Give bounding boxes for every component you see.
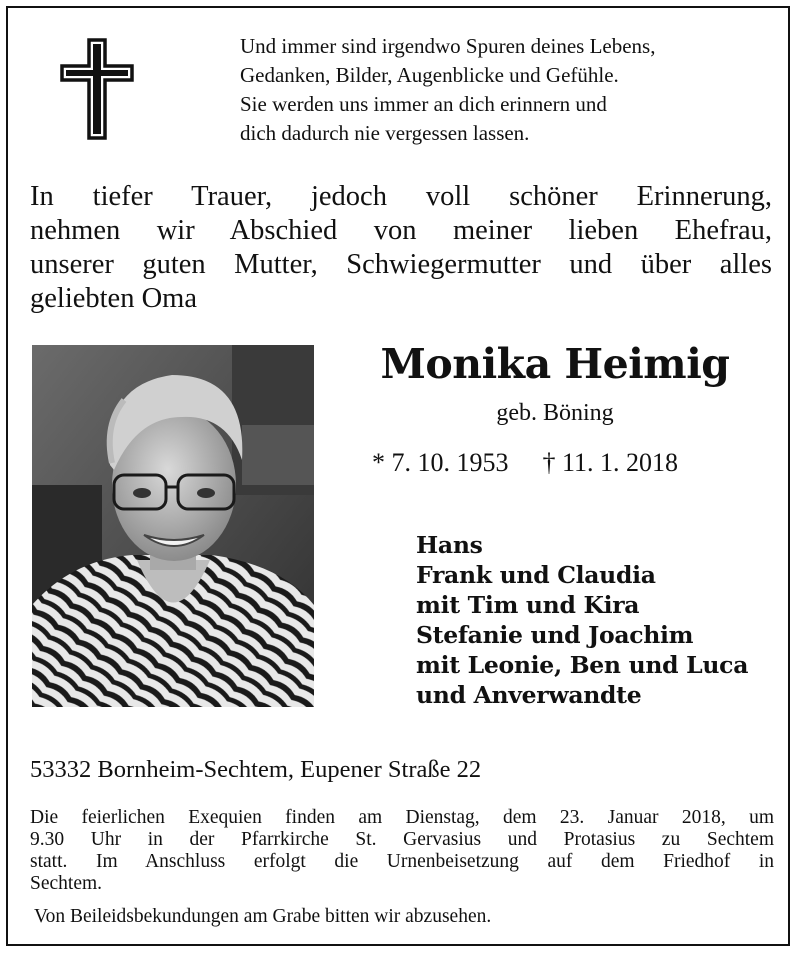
- family-line: Hans: [416, 531, 483, 559]
- life-dates: [372, 448, 792, 478]
- death-date: † 11. 1. 2018: [542, 448, 679, 477]
- poem: [240, 32, 780, 148]
- family-line: mit Tim und Kira: [416, 591, 640, 619]
- deceased-name: Monika Heimig: [380, 340, 730, 388]
- poem-line: dich dadurch nie vergessen lassen.: [240, 121, 530, 145]
- intro-line: unserer guten Mutter, Schwiegermutter und über alles: [30, 249, 772, 280]
- family-line: mit Leonie, Ben und Luca: [416, 651, 749, 679]
- family-line: und Anverwandte: [416, 681, 642, 709]
- poem-line: Und immer sind irgendwo Spuren deines Lebens,: [240, 34, 656, 58]
- portrait-illustration: [32, 345, 314, 707]
- portrait-photo: [32, 345, 314, 707]
- funeral-notice: [30, 807, 774, 895]
- family-line: Frank und Claudia: [416, 561, 656, 589]
- funeral-line: Sechtem.: [30, 873, 103, 894]
- cross-icon: [58, 38, 136, 140]
- intro-line: nehmen wir Abschied von meiner lieben Ehefrau,: [30, 215, 772, 246]
- funeral-line: 9.30 Uhr in der Pfarrkirche St. Gervasius und Protasius zu Sechtem: [30, 829, 774, 850]
- address: 53332 Bornheim-Sechtem, Eupener Straße 22: [30, 756, 482, 783]
- intro-line: geliebten Oma: [30, 283, 197, 314]
- poem-line: Gedanken, Bilder, Augenblicke und Gefühle.: [240, 63, 619, 87]
- funeral-line: statt. Im Anschluss erfolgt die Urnenbeisetzung auf dem Friedhof in: [30, 851, 774, 872]
- intro-line: In tiefer Trauer, jedoch voll schöner Erinnerung,: [30, 181, 772, 212]
- intro-text: [30, 180, 772, 316]
- funeral-line: Die feierlichen Exequien finden am Dienstag, dem 23. Januar 2018, um: [30, 807, 774, 828]
- condolence-note: Von Beileidsbekundungen am Grabe bitten wir abzusehen.: [34, 906, 492, 927]
- poem-line: Sie werden uns immer an dich erinnern und: [240, 92, 607, 116]
- birth-date: * 7. 10. 1953: [372, 448, 509, 477]
- family-line: Stefanie und Joachim: [416, 621, 694, 649]
- maiden-name: geb. Böning: [496, 400, 614, 426]
- family-list: [416, 530, 788, 710]
